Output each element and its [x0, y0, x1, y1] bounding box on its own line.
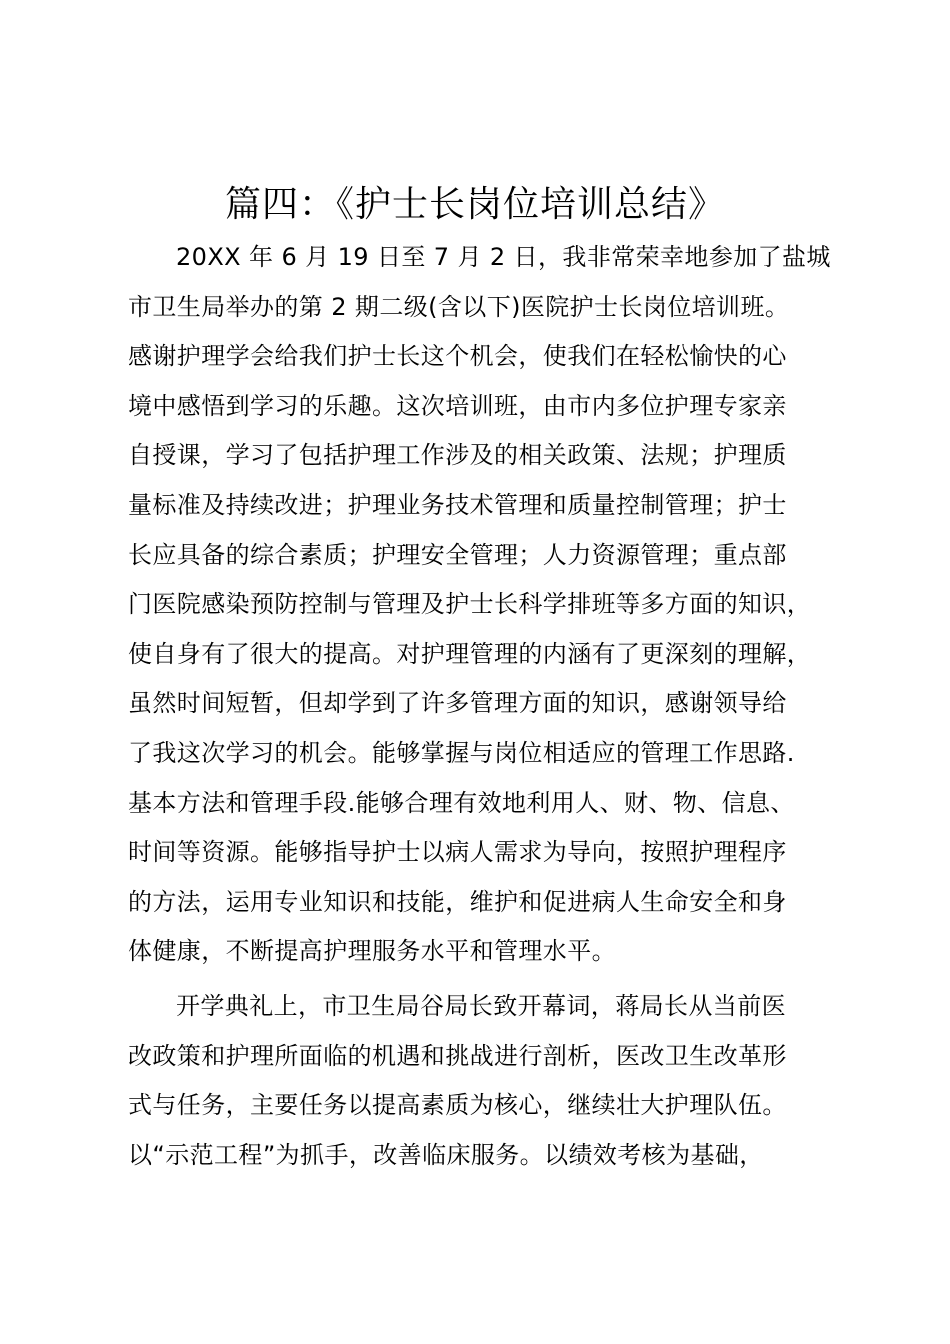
text-line: 式与任务，主要任务以提高素质为核心，继续壮大护理队伍。: [128, 1091, 787, 1120]
text-line: 使自身有了很大的提高。对护理管理的内涵有了更深刻的理解，: [128, 639, 812, 668]
text-line: 境中感悟到学习的乐趣。这次培训班，由市内多位护理专家亲: [128, 391, 787, 420]
text-line: 感谢护理学会给我们护士长这个机会，使我们在轻松愉快的心: [128, 342, 787, 371]
text-line: 20XX 年 6 月 19 日至 7 月 2 日，我非常荣幸地参加了盐城: [176, 243, 831, 271]
text-line: 体健康，不断提高护理服务水平和管理水平。: [128, 937, 616, 966]
text-line: 市卫生局举办的第 2 期二级(含以下)医院护士长岗位培训班。: [128, 292, 790, 321]
text-line: 以“示范工程”为抓手，改善临床服务。以绩效考核为基础，: [128, 1140, 764, 1169]
text-line: 了我这次学习的机会。能够掌握与岗位相适应的管理工作思路.: [128, 738, 795, 767]
paragraph-2: [128, 982, 838, 1180]
text-line: 改政策和护理所面临的机遇和挑战进行剖析，医改卫生改革形: [128, 1041, 787, 1070]
text-line: 长应具备的综合素质；护理安全管理；人力资源管理；重点部: [128, 540, 787, 569]
text-line: 时间等资源。能够指导护士以病人需求为导向，按照护理程序: [128, 838, 787, 867]
paragraph-1: [128, 233, 838, 977]
text-line: 自授课，学习了包括护理工作涉及的相关政策、法规；护理质: [128, 441, 787, 470]
text-line: 开学典礼上，市卫生局谷局长致开幕词，蒋局长从当前医: [176, 992, 786, 1020]
text-line: 虽然时间短暂，但却学到了许多管理方面的知识，感谢领导给: [128, 689, 787, 718]
text-line: 量标准及持续改进；护理业务技术管理和质量控制管理；护士: [128, 490, 787, 519]
text-line: 门医院感染预防控制与管理及护士长科学排班等多方面的知识，: [128, 590, 812, 619]
text-line: 基本方法和管理手段.能够合理有效地利用人、财、物、信息、: [128, 788, 795, 817]
document-title: 篇四：《护士长岗位培训总结》: [224, 184, 725, 225]
text-line: 的方法，运用专业知识和技能，维护和促进病人生命安全和身: [128, 887, 787, 916]
